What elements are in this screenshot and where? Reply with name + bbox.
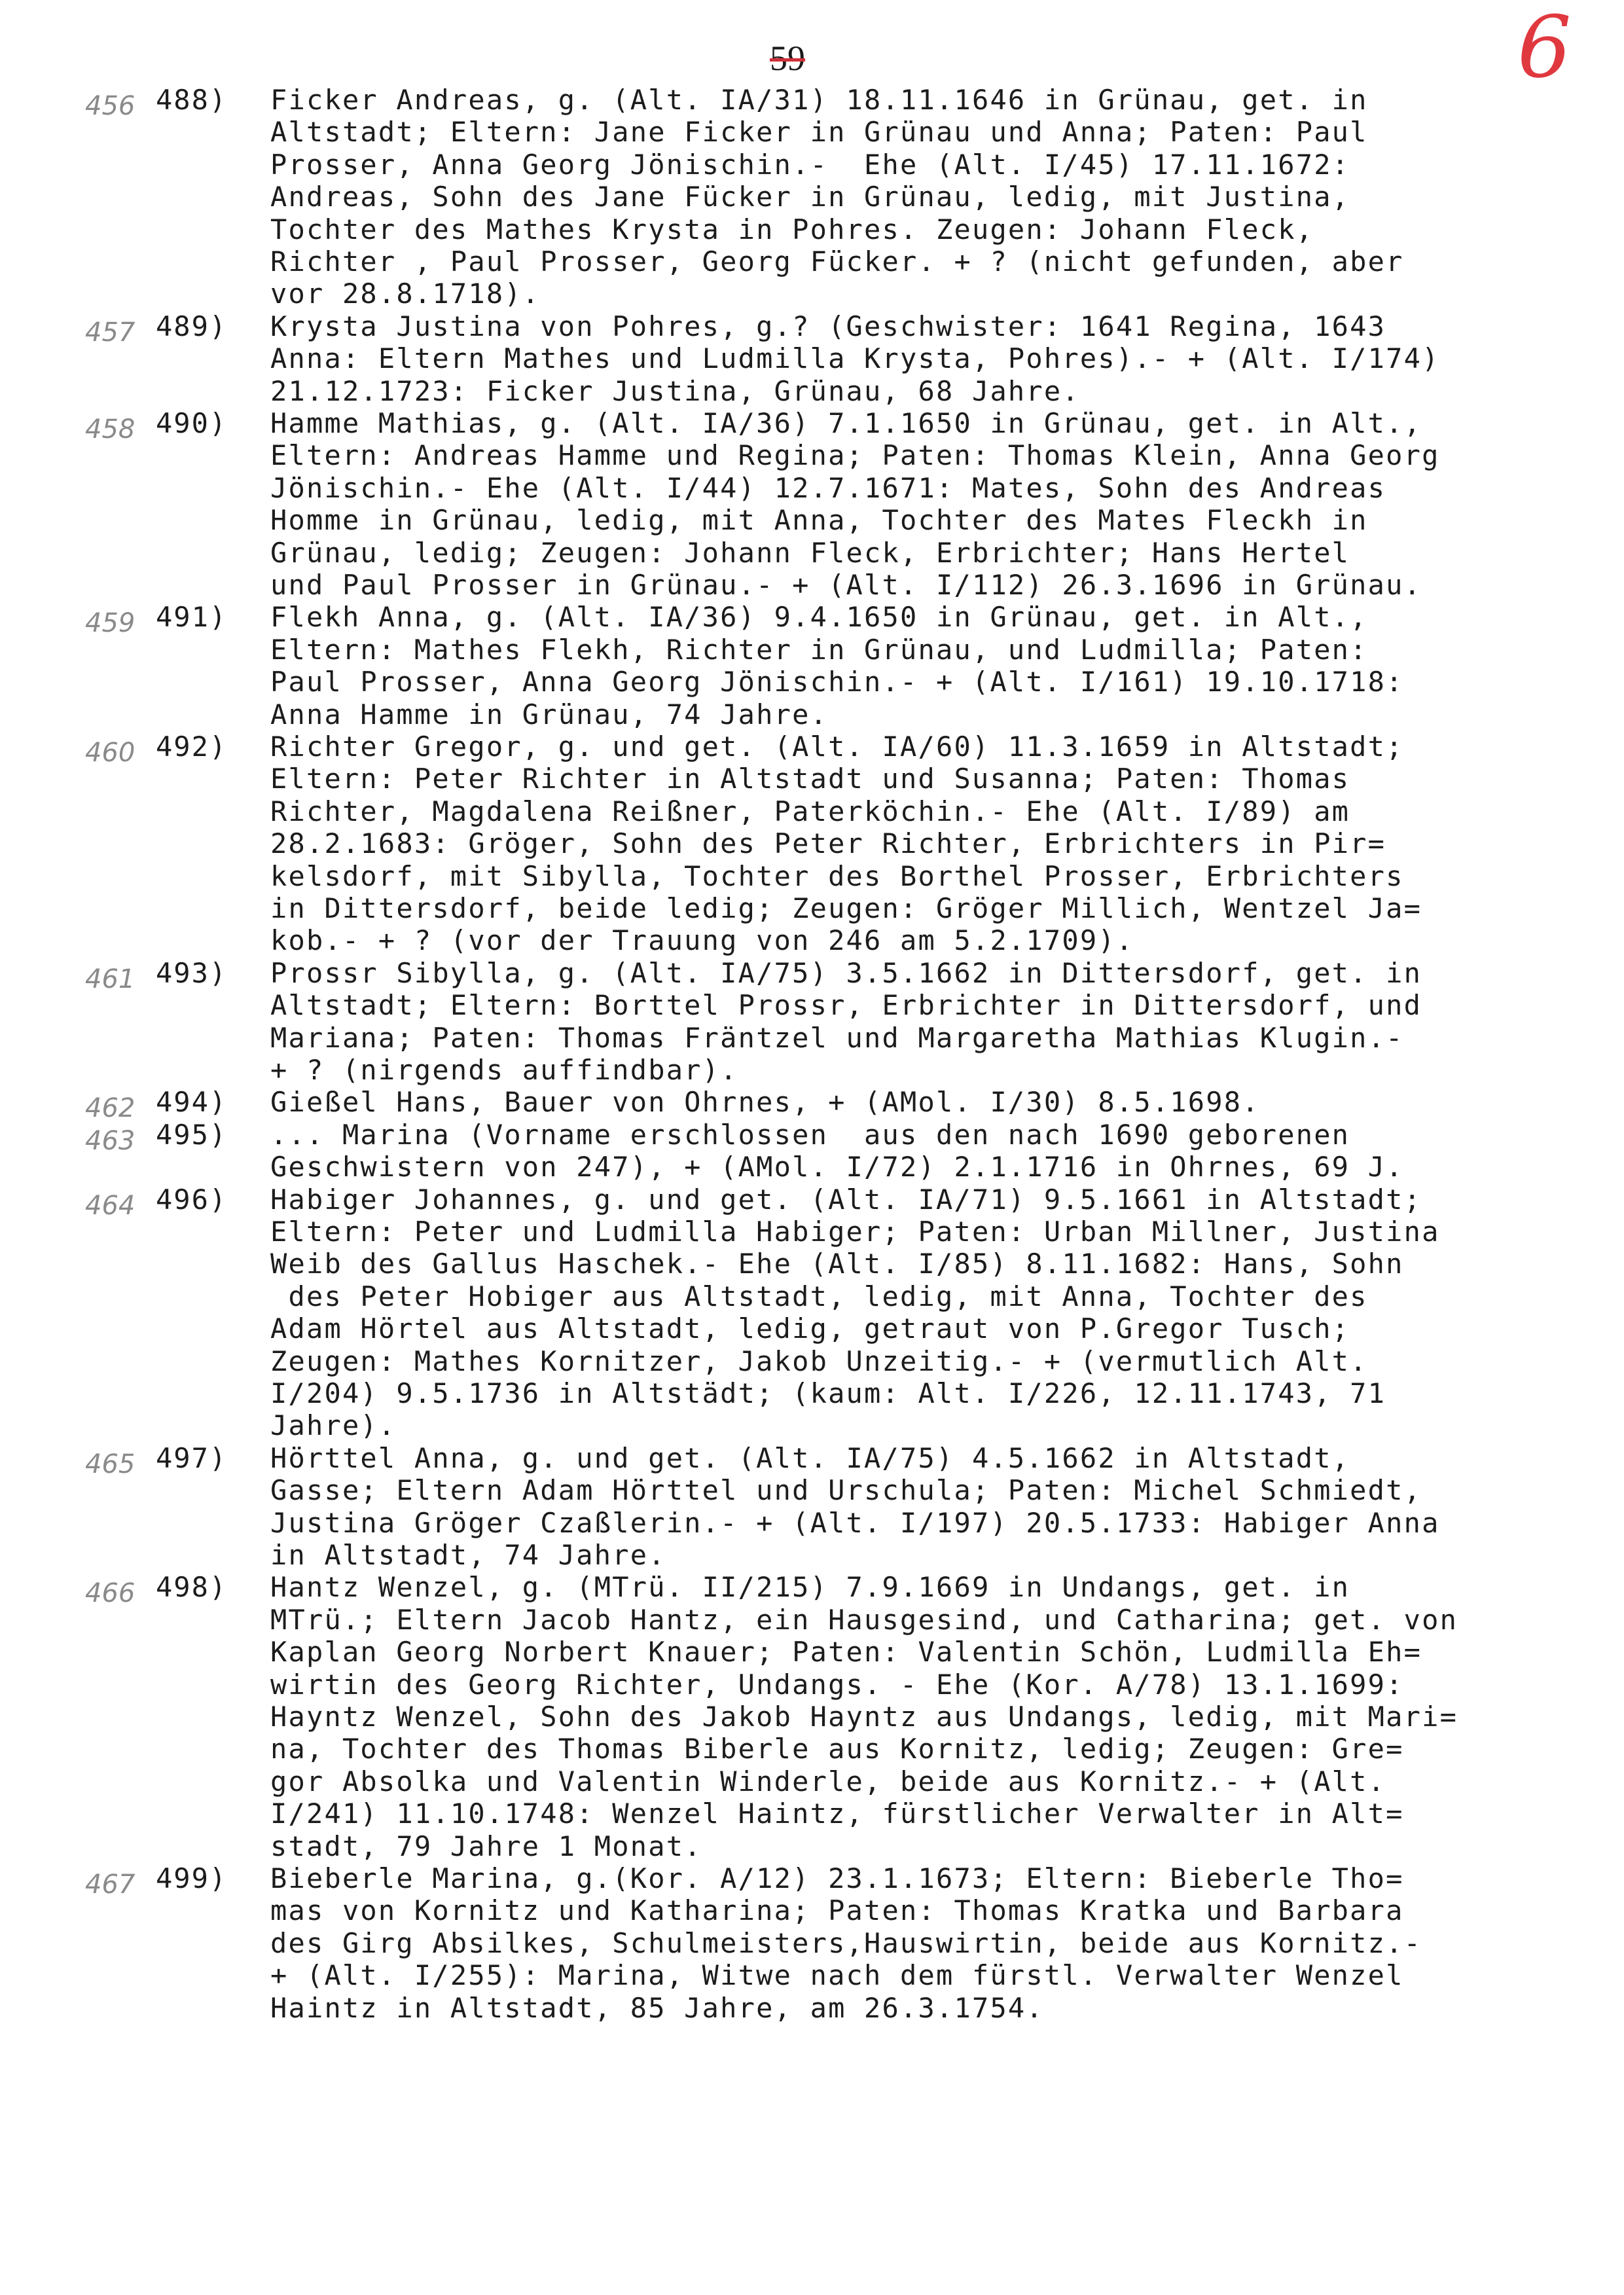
- entry-text-line: Richter , Paul Prosser, Georg Fücker. + ? (nicht gefunden, aber: [270, 245, 1404, 278]
- entry-text-line: Eltern: Peter und Ludmilla Habiger; Paten: Urban Millner, Justina: [270, 1216, 1440, 1248]
- entry-text-line: Tochter des Mathes Krysta in Pohres. Zeugen: Johann Fleck,: [270, 213, 1314, 245]
- entry-number: 492): [156, 731, 228, 763]
- entry-text-line: Anna: Eltern Mathes und Ludmilla Krysta, Pohres).- + (Alt. I/174): [270, 342, 1440, 375]
- entry-text-line: Mariana; Paten: Thomas Fräntzel und Margaretha Mathias Klugin.-: [270, 1021, 1404, 1054]
- entry-text-line: Weib des Gallus Haschek.- Ehe (Alt. I/85) 8.11.1682: Hans, Sohn: [270, 1248, 1404, 1280]
- entry-text-line: des Girg Absilkes, Schulmeisters,Hauswirtin, beide aus Kornitz.-: [270, 1926, 1422, 1959]
- entry-text-line: I/204) 9.5.1736 in Altstädt; (kaum: Alt. I/226, 12.11.1743, 71: [270, 1377, 1386, 1409]
- entry-text-line: Bieberle Marina, g.(Kor. A/12) 23.1.1673; Eltern: Bieberle Tho=: [270, 1862, 1404, 1894]
- entry-text-line: Prosser, Anna Georg Jönischin.- Ehe (Alt. I/45) 17.11.1672:: [270, 148, 1350, 181]
- old-entry-number-annotation: 465: [85, 1449, 135, 1479]
- entry-text-line: gor Absolka und Valentin Winderle, beide aus Kornitz.- + (Alt.: [270, 1765, 1386, 1798]
- entry-text-line: Jönischin.- Ehe (Alt. I/44) 12.7.1671: Mates, Sohn des Andreas: [270, 471, 1386, 504]
- old-entry-number-annotation: 467: [85, 1870, 135, 1900]
- entry-number: 493): [156, 956, 228, 989]
- old-entry-number-annotation: 458: [85, 414, 135, 444]
- entry-text-line: des Peter Hobiger aus Altstadt, ledig, mit Anna, Tochter des: [270, 1280, 1368, 1312]
- entry-text-line: Altstadt; Eltern: Borttel Prossr, Erbrichter in Dittersdorf, und: [270, 989, 1422, 1022]
- entry-text-line: Hayntz Wenzel, Sohn des Jakob Hayntz aus Undangs, ledig, mit Mari=: [270, 1701, 1458, 1733]
- entry-text-line: Richter Gregor, g. und get. (Alt. IA/60) 11.3.1659 in Altstadt;: [270, 731, 1404, 763]
- entry-text-line: Jahre).: [270, 1409, 397, 1442]
- entry-text-line: Homme in Grünau, ledig, mit Anna, Tochter des Mates Fleckh in: [270, 504, 1368, 537]
- entry-text-line: Eltern: Peter Richter in Altstadt und Susanna; Paten: Thomas: [270, 763, 1350, 795]
- entry-text-line: Hantz Wenzel, g. (MTrü. II/215) 7.9.1669 in Undangs, get. in: [270, 1571, 1350, 1604]
- entry-number: 499): [156, 1862, 228, 1894]
- entry-text-line: Ficker Andreas, g. (Alt. IA/31) 18.11.1646 in Grünau, get. in: [270, 84, 1368, 116]
- sheet-number-annotation: 6: [1517, 0, 1572, 97]
- entry-text-line: na, Tochter des Thomas Biberle aus Kornitz, ledig; Zeugen: Gre=: [270, 1733, 1404, 1765]
- entry-text-line: Haintz in Altstadt, 85 Jahre, am 26.3.1754.: [270, 1991, 1044, 2024]
- entry-text-line: Hörttel Anna, g. und get. (Alt. IA/75) 4.5.1662 in Altstadt,: [270, 1441, 1350, 1474]
- entry-text-line: mas von Kornitz und Katharina; Paten: Thomas Kratka und Barbara: [270, 1894, 1404, 1927]
- entry-text-line: Paul Prosser, Anna Georg Jönischin.- + (Alt. I/161) 19.10.1718:: [270, 666, 1404, 698]
- entry-text-line: Geschwistern von 247), + (AMol. I/72) 2.1.1716 in Ohrnes, 69 J.: [270, 1151, 1404, 1184]
- entry-text-line: MTrü.; Eltern Jacob Hantz, ein Hausgesind, und Catharina; get. von: [270, 1603, 1458, 1636]
- entry-text-line: wirtin des Georg Richter, Undangs. - Ehe (Kor. A/78) 13.1.1699:: [270, 1668, 1404, 1701]
- entry-number: 490): [156, 407, 228, 439]
- entry-number: 494): [156, 1086, 228, 1119]
- old-entry-number-annotation: 456: [85, 91, 135, 121]
- entry-number: 498): [156, 1571, 228, 1604]
- entry-text-line: Eltern: Mathes Flekh, Richter in Grünau, und Ludmilla; Paten:: [270, 633, 1368, 666]
- entry-text-line: Hamme Mathias, g. (Alt. IA/36) 7.1.1650 in Grünau, get. in Alt.,: [270, 407, 1422, 439]
- entry-text-line: Prossr Sibylla, g. (Alt. IA/75) 3.5.1662 in Dittersdorf, get. in: [270, 956, 1422, 989]
- entry-text-line: ... Marina (Vorname erschlossen aus den nach 1690 geborenen: [270, 1118, 1350, 1151]
- entry-text-line: Gießel Hans, Bauer von Ohrnes, + (AMol. I/30) 8.5.1698.: [270, 1086, 1260, 1119]
- entry-text-line: Krysta Justina von Pohres, g.? (Geschwister: 1641 Regina, 1643: [270, 310, 1386, 342]
- entry-text-line: Richter, Magdalena Reißner, Paterköchin.- Ehe (Alt. I/89) am: [270, 795, 1350, 827]
- entry-text-line: stadt, 79 Jahre 1 Monat.: [270, 1830, 702, 1862]
- entry-text-line: Justina Gröger Czaßlerin.- + (Alt. I/197) 20.5.1733: Habiger Anna: [270, 1506, 1440, 1539]
- entry-text-line: I/241) 11.10.1748: Wenzel Haintz, fürstlicher Verwalter in Alt=: [270, 1798, 1404, 1830]
- entry-number: 497): [156, 1441, 228, 1474]
- entry-number: 489): [156, 310, 228, 342]
- old-entry-number-annotation: 459: [85, 608, 135, 639]
- entry-text-line: Kaplan Georg Norbert Knauer; Paten: Valentin Schön, Ludmilla Eh=: [270, 1636, 1422, 1669]
- entry-text-line: kelsdorf, mit Sibylla, Tochter des Borthel Prosser, Erbrichters: [270, 859, 1404, 892]
- entry-text-line: + (Alt. I/255): Marina, Witwe nach dem fürstl. Verwalter Wenzel: [270, 1959, 1404, 1992]
- entry-text-line: Anna Hamme in Grünau, 74 Jahre.: [270, 698, 829, 731]
- entry-text-line: 28.2.1683: Gröger, Sohn des Peter Richter, Erbrichters in Pir=: [270, 827, 1386, 860]
- entry-number: 491): [156, 601, 228, 634]
- entry-text-line: Adam Hörtel aus Altstadt, ledig, getraut von P.Gregor Tusch;: [270, 1312, 1350, 1345]
- entry-text-line: Habiger Johannes, g. und get. (Alt. IA/71) 9.5.1661 in Altstadt;: [270, 1183, 1422, 1216]
- old-entry-number-annotation: 460: [85, 738, 135, 768]
- entry-text-line: + ? (nirgends auffindbar).: [270, 1054, 738, 1086]
- entry-text-line: in Dittersdorf, beide ledig; Zeugen: Gröger Millich, Wentzel Ja=: [270, 892, 1422, 924]
- old-entry-number-annotation: 457: [85, 317, 135, 348]
- old-entry-number-annotation: 462: [85, 1093, 135, 1124]
- entry-text-line: Eltern: Andreas Hamme und Regina; Paten: Thomas Klein, Anna Georg: [270, 439, 1440, 472]
- entry-text-line: Flekh Anna, g. (Alt. IA/36) 9.4.1650 in Grünau, get. in Alt.,: [270, 601, 1368, 634]
- entry-text-line: Gasse; Eltern Adam Hörttel und Urschula; Paten: Michel Schmiedt,: [270, 1474, 1422, 1507]
- entry-text-line: kob.- + ? (vor der Trauung von 246 am 5.2.1709).: [270, 924, 1134, 957]
- entry-number: 495): [156, 1118, 228, 1151]
- entry-text-line: Grünau, ledig; Zeugen: Johann Fleck, Erbrichter; Hans Hertel: [270, 536, 1350, 569]
- entry-number: 488): [156, 84, 228, 116]
- entry-text-line: in Altstadt, 74 Jahre.: [270, 1539, 666, 1571]
- old-entry-number-annotation: 464: [85, 1190, 135, 1221]
- entry-number: 496): [156, 1183, 228, 1216]
- entry-text-line: 21.12.1723: Ficker Justina, Grünau, 68 Jahre.: [270, 374, 1080, 407]
- old-entry-number-annotation: 466: [85, 1578, 135, 1609]
- entry-text-line: Altstadt; Eltern: Jane Ficker in Grünau und Anna; Paten: Paul: [270, 116, 1368, 149]
- entry-text-line: vor 28.8.1718).: [270, 278, 541, 310]
- page-number: 59: [770, 39, 805, 78]
- old-entry-number-annotation: 461: [85, 964, 135, 994]
- entry-text-line: und Paul Prosser in Grünau.- + (Alt. I/112) 26.3.1696 in Grünau.: [270, 569, 1422, 601]
- entry-text-line: Andreas, Sohn des Jane Fücker in Grünau, ledig, mit Justina,: [270, 181, 1350, 213]
- old-entry-number-annotation: 463: [85, 1125, 135, 1156]
- entry-text-line: Zeugen: Mathes Kornitzer, Jakob Unzeitig.- + (vermutlich Alt.: [270, 1345, 1368, 1377]
